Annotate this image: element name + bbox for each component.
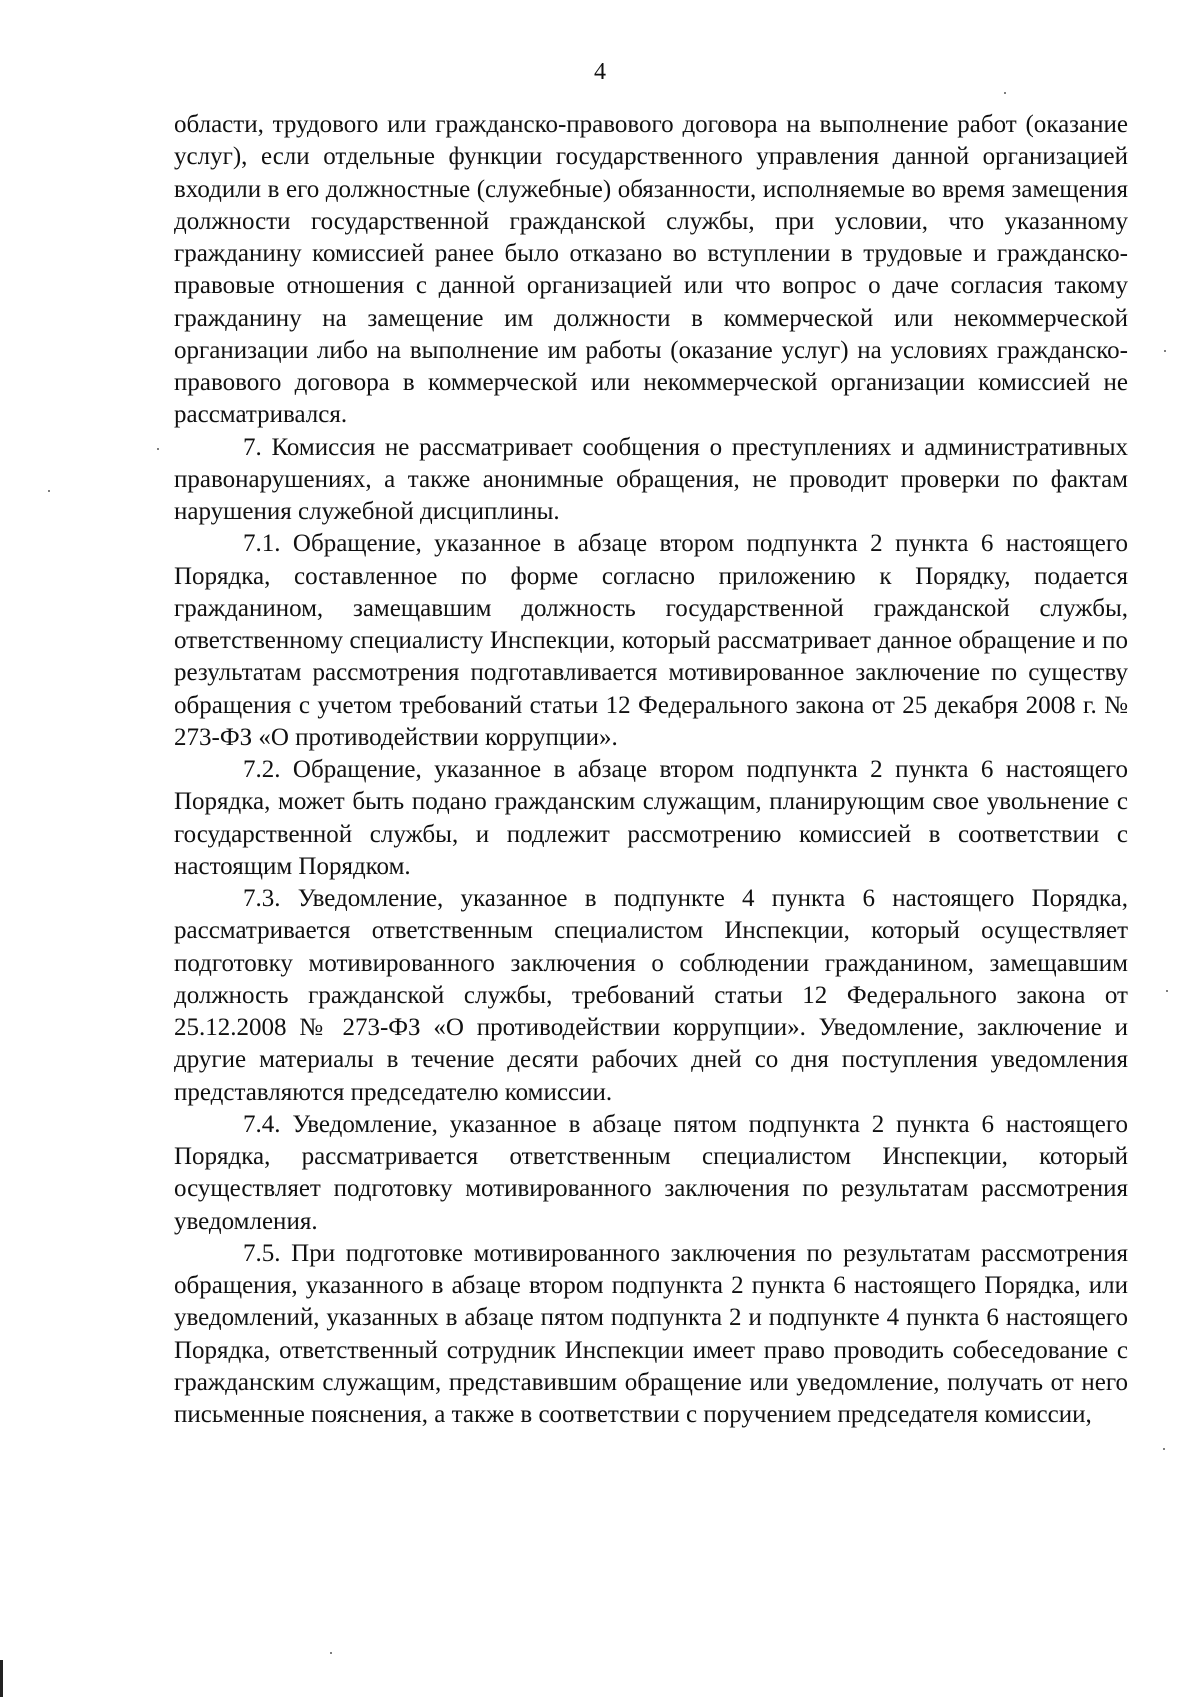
- paragraph-7-4: 7.4. Уведомление, указанное в абзаце пятом подпункта 2 пункта 6 настоящего Порядка, рассматривается ответственным специалистом Инспекции, который осуществляет подготовку мотивированного заключения по результатам рассмотрения уведомления.: [174, 1110, 1128, 1235]
- scan-speck: [1164, 350, 1166, 352]
- paragraph-7-1: 7.1. Обращение, указанное в абзаце втором подпункта 2 пункта 6 настоящего Порядка, составленное по форме согласно приложению к Порядку, подается гражданином, замещавшим должность государственной гражданской службы, ответственному специалисту Инспекции, который рассматривает данное обращение и по результатам рассмотрения подготавливается мотивированное заключение по существу обращения с учетом требований статьи 12 Федерального закона от 25 декабря 2008 г. № 273-ФЗ «О противодействии коррупции».: [174, 530, 1128, 751]
- scan-edge-mark: [0, 1660, 3, 1697]
- scan-speck: [1004, 92, 1006, 94]
- page-number: 4: [594, 59, 606, 85]
- scan-speck: [1166, 990, 1168, 992]
- scan-speck: [330, 1652, 332, 1654]
- scan-speck: [157, 448, 159, 450]
- paragraph-7: 7. Комиссия не рассматривает сообщения о преступлениях и административных правонарушениях, а также анонимные обращения, не проводит проверки по фактам нарушения служебной дисциплины.: [174, 433, 1128, 525]
- scan-speck: [1163, 1448, 1165, 1450]
- paragraph-7-3: 7.3. Уведомление, указанное в подпункте 4 пункта 6 настоящего Порядка, рассматривается ответственным специалистом Инспекции, который осуществляет подготовку мотивированного заключения о соблюдении гражданином, замещавшим должность гражданской службы, требований статьи 12 Федерального закона от 25.12.2008 № 273-ФЗ «О противодействии коррупции». Уведомление, заключение и другие материалы в течение десяти рабочих дней со дня поступления уведомления представляются председателю комиссии.: [174, 885, 1128, 1106]
- document-body: [174, 109, 1128, 1431]
- paragraph-continuation: области, трудового или гражданско-правового договора на выполнение работ (оказание услуг), если отдельные функции государственного управления данной организацией входили в его должностные (служебные) обязанности, исполняемые во время замещения должности государственной гражданской службы, при условии, что указанному гражданину комиссией ранее было отказано во вступлении в трудовые и гражданско-правовые отношения с данной организацией или что вопрос о даче согласия такому гражданину на замещение им должности в коммерческой или некоммерческой организации либо на выполнение им работы (оказание услуг) на условиях гражданско-правового договора в коммерческой или некоммерческой организации комиссией не рассматривался.: [174, 111, 1128, 429]
- scan-speck: [48, 490, 50, 492]
- paragraph-7-5: 7.5. При подготовке мотивированного заключения по результатам рассмотрения обращения, указанного в абзаце втором подпункта 2 пункта 6 настоящего Порядка, или уведомлений, указанных в абзаце пятом подпункта 2 и подпункте 4 пункта 6 настоящего Порядка, ответственный сотрудник Инспекции имеет право проводить собеседование с гражданским служащим, представившим обращение или уведомление, получать от него письменные пояснения, а также в соответствии с поручением председателя комиссии,: [174, 1239, 1128, 1428]
- paragraph-7-2: 7.2. Обращение, указанное в абзаце втором подпункта 2 пункта 6 настоящего Порядка, может быть подано гражданским служащим, планирующим свое увольнение с государственной службы, и подлежит рассмотрению комиссией в соответствии с настоящим Порядком.: [174, 756, 1128, 880]
